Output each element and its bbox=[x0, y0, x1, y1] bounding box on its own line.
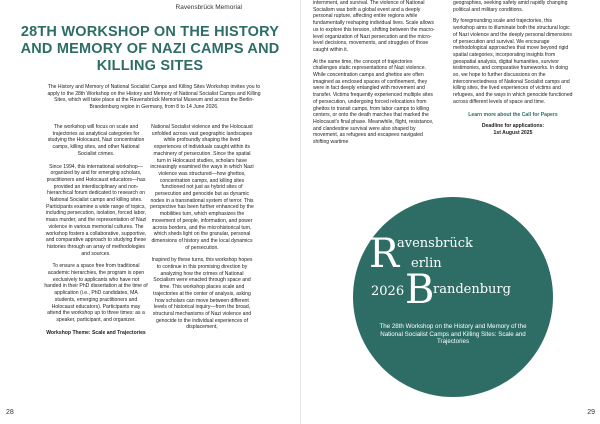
right-page bbox=[300, 0, 600, 424]
logo-big-r: R bbox=[369, 231, 400, 277]
paragraph: By foregrounding scale and trajectories, this workshop aims to illuminate both the structural logic of Nazi violence and the deeply personal dimensions of persecution and survival. We encourage methodological approaches that move beyond rigid spatial categories, incorporating insights from geospatial analysis, digital humanities, survivor testimonies, and comparative frameworks. In doing so, we hope to further discussions on the interconnectedness of National Socialist camps and killing sites, the lived experiences of victims and refugees, and the ways in which genocide functioned across different levels of space and time. bbox=[453, 18, 573, 105]
logo-ravensbruck: avensbrück bbox=[397, 236, 473, 251]
paragraph: The workshop will focus on scale and trajectories as analytical categories for studying the Holocaust, Nazi concentration camps, killing sites, and other National Socialist crimes. bbox=[47, 124, 145, 157]
logo-year: 2026 bbox=[371, 284, 405, 299]
page-number: 29 bbox=[587, 409, 595, 416]
logo-big-b: B bbox=[405, 267, 435, 313]
paragraph: Inspired by these turns, this workshop hopes to continue in this promising direction by analyzing how the crimes of National Socialism were enacted through space and time. This workshop places scale and trajectories at the center of analysis, asking how scholars can move between different levels of historical inquiry—from the broad, structural mechanisms of Nazi violence and genocide to the individual experiences of displacement, bbox=[151, 257, 253, 331]
running-head: Ravensbrück Memorial bbox=[175, 4, 242, 11]
left-column-2 bbox=[150, 124, 254, 337]
paragraph: National Socialist violence and the Holocaust unfolded across vast geographic landscapes while profoundly shaping the lived experiences of individuals caught within its machinery of persecution. Since the spatial turn in Holocaust studies, scholars have increasingly examined the ways in which Nazi violence was structured—how ghettos, concentration camps, and killing sites functioned not just as hybrid sites of persecution and genocide but as dynamic nodes in a transnational system of terror. This perspective has been further enhanced by the mobilities turn, which emphasizes the movement of people, information, and power across borders, and the microhistorical turn, which sheds light on the granular, personal dimensions of history and the local dynamics of persecution. bbox=[150, 124, 254, 251]
section-subhead: Workshop Theme: Scale and Trajectories bbox=[46, 329, 146, 336]
paragraph: At the same time, the concept of trajectories challenges static representations of Nazi violence. While concentration camps and ghettos are often imagined as enclosed spaces of confinement, they were in fact deeply entangled with movement and transfer. Victims frequently experienced multiple sites of persecution, undergoing forced relocations from ghettos to transit camps, from labor camps to killing centers, or onto the death marches that marked the Holocaust's final phase. Meanwhile, flight, resistance, and clandestine survival were also shaped by movement, as refugees and escapees navigated shifting wartime bbox=[313, 58, 434, 146]
logo-berlin: erlin bbox=[411, 256, 442, 271]
deadline-label: Deadline for applications: bbox=[481, 123, 545, 130]
right-column-2 bbox=[453, 0, 573, 142]
workshop-logo bbox=[353, 197, 553, 397]
paragraph: Since 1994, this international workshop—organized by and for emerging scholars, practitioners and Holocaust educators—has provided an interdisciplinary and non-hierarchical forum dedicated to research on National Socialist camps and killing sites. Participants examine a wide range of topics, including persecution, isolation, forced labor, mass murder, and the representation of Nazi violence in various memorial cultures. The workshop fosters a collaborative, supportive, and comparative approach to studying these histories through an array of methodologies and sources. bbox=[45, 163, 147, 257]
page-number: 28 bbox=[6, 409, 14, 416]
workshop-logo-circle bbox=[353, 197, 553, 397]
paragraph: internment, and survival. The violence of National Socialism was both a global event and a deeply personal rupture, affecting entire regions while fundamentally reshaping individual lives. Scale allows us to explore this tension, shifting between the macro-level organization of Nazi persecution and the micro-level decisions, movements, and struggles of those caught within it. bbox=[313, 0, 435, 53]
paragraph: geographies, seeking safety amid rapidly changing political and military conditions. bbox=[453, 0, 568, 13]
logo-brandenburg: randenburg bbox=[433, 282, 511, 297]
paragraph: To ensure a space free from traditional academic hierarchies, the program is open exclusively to applicants who have not handed in their PhD dissertation at the time of application (i.e., PhD candidates, MA students, emerging practitioners and Holocaust educators). Participants may attend the workshop up to three times: as a speaker, participant, and organizer. bbox=[44, 263, 148, 323]
logo-subtitle: The 28th Workshop on the History and Memory of the National Socialist Camps and Killing Sites: Scale and Trajectories bbox=[379, 323, 527, 346]
intro-paragraph: The History and Memory of National Socialist Camps and Killing Sites Workshop invites you to apply to the 28th Workshop on the History and Memory of National Socialist Camps and Killing Sites, which will take place at the Ravensbrück Memorial Museum and across the Berlin-Brandenburg region in Germany, from 8 to 14 June 2026. bbox=[47, 84, 261, 111]
right-column-1 bbox=[313, 0, 437, 151]
left-column-1 bbox=[44, 124, 148, 342]
page-title: 28TH WORKSHOP ON THE HISTORY AND MEMORY OF NAZI CAMPS AND KILLING SITES bbox=[20, 24, 280, 74]
call-for-papers-link[interactable]: Learn more about the Call for Papers bbox=[468, 111, 558, 118]
deadline bbox=[453, 123, 573, 136]
deadline-date: 1st August 2025 bbox=[493, 129, 533, 136]
